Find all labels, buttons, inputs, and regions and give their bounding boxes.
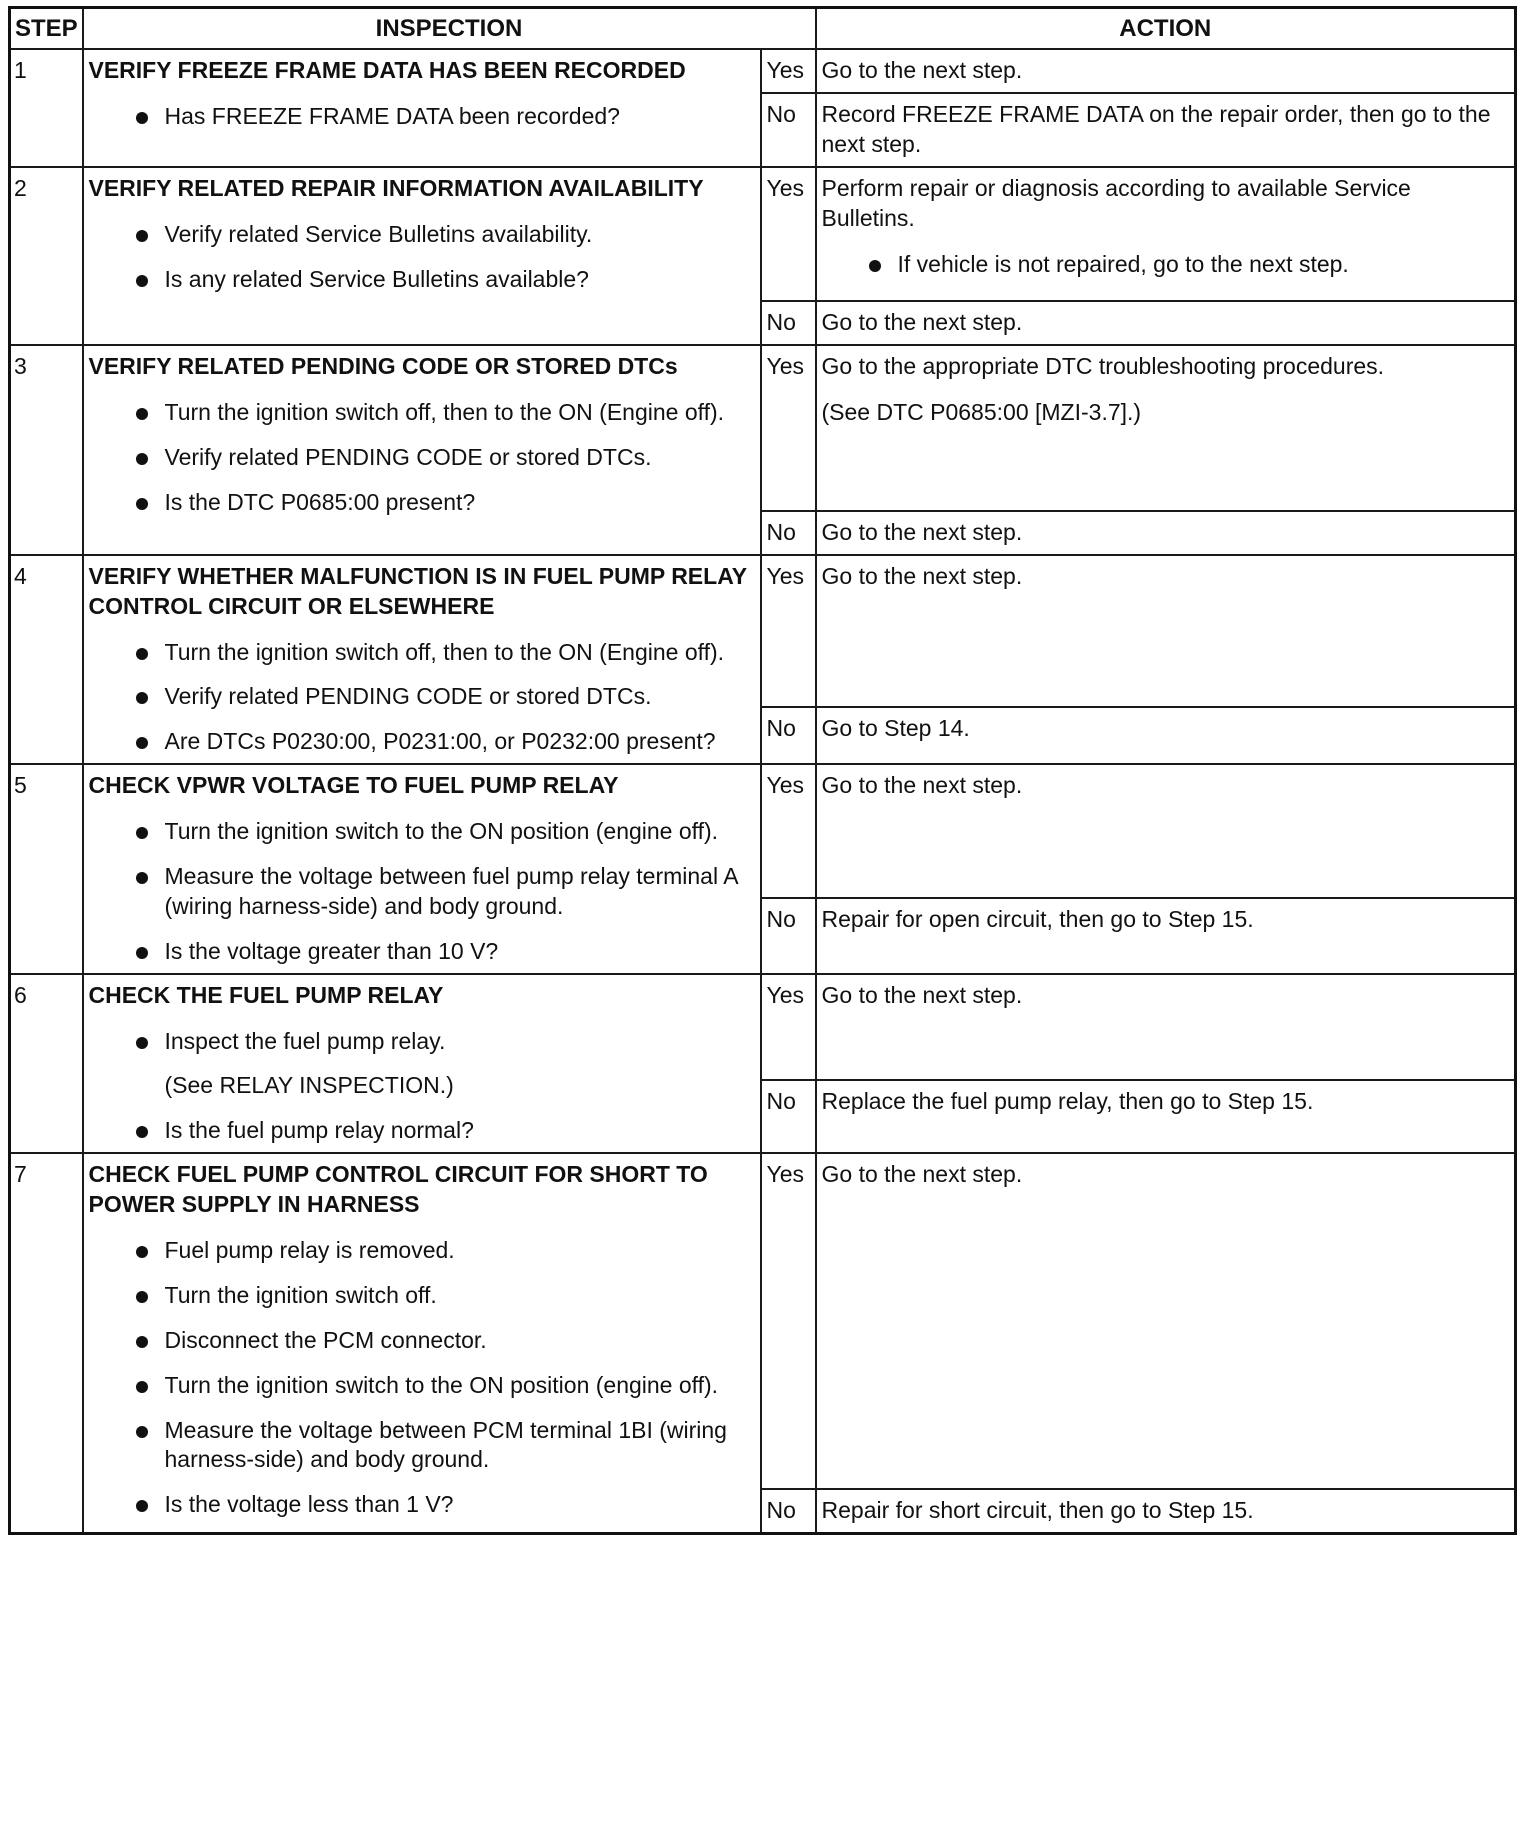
- bullet-item: Verify related PENDING CODE or stored DTCs.: [89, 682, 755, 712]
- bullet-item: Is the fuel pump relay normal?: [89, 1116, 755, 1146]
- bullet-item: Inspect the fuel pump relay.: [89, 1027, 755, 1057]
- bullet-item: Measure the voltage between fuel pump relay terminal A (wiring harness-side) and body ground.: [89, 862, 755, 922]
- yes-label: Yes: [761, 167, 816, 301]
- yes-action: [816, 167, 1516, 301]
- no-label: No: [761, 301, 816, 345]
- no-label: No: [761, 1080, 816, 1154]
- yes-action-bullet: If vehicle is not repaired, go to the next step.: [822, 250, 1510, 280]
- yes-action: Go to the next step.: [816, 555, 1516, 707]
- bullet-item: Disconnect the PCM connector.: [89, 1326, 755, 1356]
- step-number: 5: [10, 764, 83, 973]
- yes-label: Yes: [761, 764, 816, 898]
- yes-action: Go to the next step.: [816, 49, 1516, 93]
- bullet-item: Turn the ignition switch off.: [89, 1281, 755, 1311]
- bullet-item: Fuel pump relay is removed.: [89, 1236, 755, 1266]
- step-title: VERIFY RELATED REPAIR INFORMATION AVAILABILITY: [88, 174, 704, 201]
- bullet-item: Are DTCs P0230:00, P0231:00, or P0232:00 present?: [89, 727, 755, 757]
- step-number: 6: [10, 974, 83, 1154]
- no-label: No: [761, 707, 816, 764]
- bullet-item: Is the voltage less than 1 V?: [89, 1490, 755, 1520]
- header-row: [10, 8, 1516, 50]
- step-3-yes-row: [10, 345, 1516, 511]
- yes-action: [816, 345, 1516, 511]
- bullet-item: Verify related PENDING CODE or stored DTCs.: [89, 443, 755, 473]
- no-action: Replace the fuel pump relay, then go to Step 15.: [816, 1080, 1516, 1154]
- step-title: CHECK VPWR VOLTAGE TO FUEL PUMP RELAY: [88, 772, 619, 799]
- bullet-item: Is any related Service Bulletins available?: [89, 265, 755, 295]
- step-5-yes-row: [10, 764, 1516, 898]
- no-action: Go to Step 14.: [816, 707, 1516, 764]
- step-2-yes-row: [10, 167, 1516, 301]
- step-inspection: [83, 764, 761, 973]
- no-label: No: [761, 93, 816, 167]
- step-number: 1: [10, 49, 83, 167]
- step-7-yes-row: [10, 1153, 1516, 1489]
- step-6-yes-row: [10, 974, 1516, 1080]
- yes-action-text: Perform repair or diagnosis according to available Service Bulletins.: [821, 174, 1411, 231]
- yes-action: Go to the next step.: [816, 974, 1516, 1080]
- no-label: No: [761, 511, 816, 555]
- no-action: Record FREEZE FRAME DATA on the repair order, then go to the next step.: [816, 93, 1516, 167]
- no-action: Go to the next step.: [816, 511, 1516, 555]
- diagnostic-procedure-table: [8, 6, 1517, 1535]
- bullet-item: Has FREEZE FRAME DATA been recorded?: [89, 102, 755, 132]
- no-action: Go to the next step.: [816, 301, 1516, 345]
- yes-action-text: Go to the appropriate DTC troubleshooting procedures.: [821, 352, 1385, 379]
- bullet-item: Is the voltage greater than 10 V?: [89, 937, 755, 967]
- no-action: Repair for open circuit, then go to Step 15.: [816, 898, 1516, 973]
- no-action: Repair for short circuit, then go to Step 15.: [816, 1489, 1516, 1533]
- step-title: CHECK FUEL PUMP CONTROL CIRCUIT FOR SHORT TO POWER SUPPLY IN HARNESS: [88, 1161, 708, 1218]
- bullet-item: Is the DTC P0685:00 present?: [89, 488, 755, 518]
- bullet-item: Turn the ignition switch off, then to the ON (Engine off).: [89, 638, 755, 668]
- step-number: 2: [10, 167, 83, 345]
- reference-note: (See RELAY INSPECTION.): [164, 1072, 454, 1099]
- yes-action: Go to the next step.: [816, 764, 1516, 898]
- yes-action-reference: (See DTC P0685:00 [MZI-3.7].): [821, 398, 1142, 425]
- no-label: No: [761, 898, 816, 973]
- bullet-item: Turn the ignition switch to the ON position (engine off).: [89, 1371, 755, 1401]
- step-number: 4: [10, 555, 83, 764]
- yes-action: Go to the next step.: [816, 1153, 1516, 1489]
- yes-label: Yes: [761, 974, 816, 1080]
- yes-label: Yes: [761, 49, 816, 93]
- step-number: 3: [10, 345, 83, 555]
- bullet-item: Turn the ignition switch off, then to the ON (Engine off).: [89, 398, 755, 428]
- step-title: VERIFY FREEZE FRAME DATA HAS BEEN RECORDED: [88, 57, 686, 84]
- step-title: VERIFY RELATED PENDING CODE OR STORED DTCs: [88, 352, 678, 379]
- step-1-yes-row: [10, 49, 1516, 93]
- yes-label: Yes: [761, 555, 816, 707]
- header-action: ACTION: [816, 8, 1516, 50]
- yes-label: Yes: [761, 345, 816, 511]
- step-number: 7: [10, 1153, 83, 1533]
- step-inspection: [83, 1153, 761, 1533]
- bullet-item: Turn the ignition switch to the ON position (engine off).: [89, 817, 755, 847]
- yes-label: Yes: [761, 1153, 816, 1489]
- header-inspection: INSPECTION: [83, 8, 816, 50]
- step-inspection: [83, 974, 761, 1154]
- header-step: STEP: [10, 8, 83, 50]
- step-inspection: [83, 167, 761, 345]
- step-inspection: [83, 345, 761, 555]
- bullet-item: Verify related Service Bulletins availability.: [89, 220, 755, 250]
- step-title: VERIFY WHETHER MALFUNCTION IS IN FUEL PUMP RELAY CONTROL CIRCUIT OR ELSEWHERE: [88, 562, 747, 619]
- bullet-item: Measure the voltage between PCM terminal 1BI (wiring harness-side) and body ground.: [89, 1416, 755, 1476]
- no-label: No: [761, 1489, 816, 1533]
- step-title: CHECK THE FUEL PUMP RELAY: [88, 981, 444, 1008]
- step-inspection: [83, 49, 761, 167]
- step-inspection: [83, 555, 761, 764]
- step-4-yes-row: [10, 555, 1516, 707]
